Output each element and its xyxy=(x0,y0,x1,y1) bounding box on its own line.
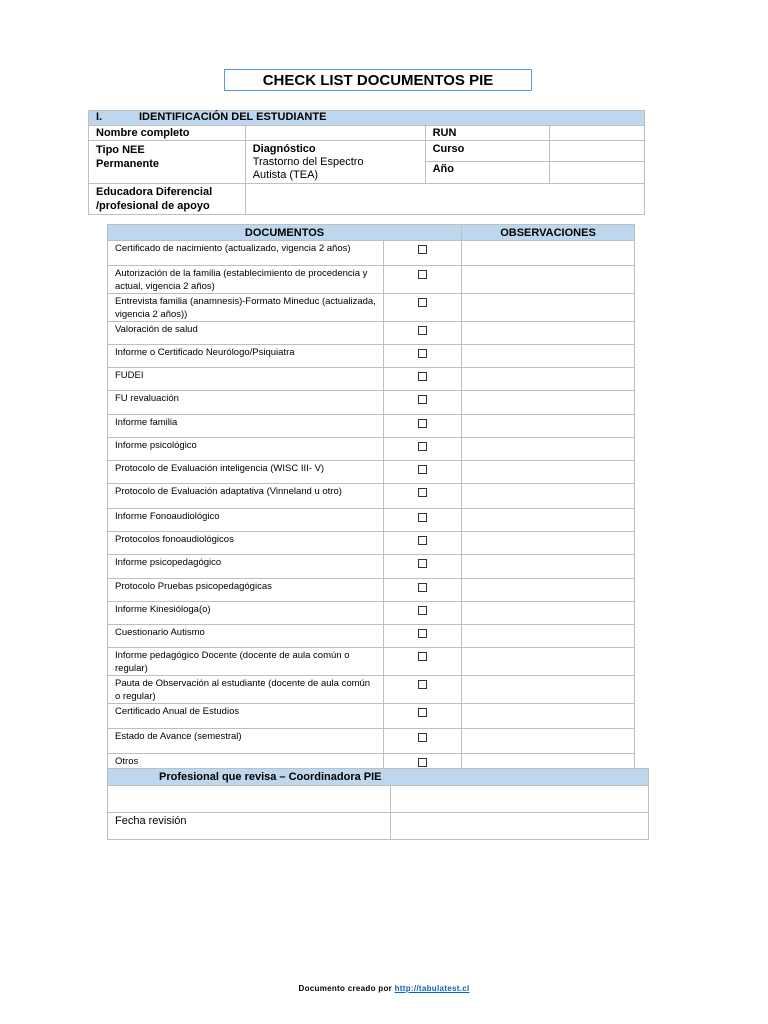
document-checkbox[interactable] xyxy=(418,298,427,307)
document-checkbox-cell xyxy=(384,625,462,648)
document-name: Informe pedagógico Docente (docente de aula común o regular) xyxy=(108,648,384,676)
document-checkbox-cell xyxy=(384,294,462,322)
document-checkbox-cell xyxy=(384,484,462,509)
diagnosis-label: Diagnóstico xyxy=(252,143,316,155)
nee-type-cell xyxy=(89,141,246,184)
document-checkbox-cell xyxy=(384,415,462,438)
document-checkbox[interactable] xyxy=(418,465,427,474)
document-row xyxy=(108,391,635,415)
document-row xyxy=(108,509,635,532)
document-checkbox-cell xyxy=(384,368,462,391)
educator-label-cell xyxy=(89,184,246,215)
observation-field[interactable] xyxy=(462,391,635,415)
year-field[interactable] xyxy=(550,161,645,183)
document-checkbox-cell xyxy=(384,602,462,625)
document-name: Certificado de nacimiento (actualizado, vigencia 2 años) xyxy=(108,241,384,266)
document-name: Pauta de Observación al estudiante (docente de aula común o regular) xyxy=(108,676,384,704)
document-row xyxy=(108,368,635,391)
review-header: Profesional que revisa – Coordinadora PIE xyxy=(108,769,649,786)
document-name: Valoración de salud xyxy=(108,322,384,345)
document-name: Protocolo de Evaluación inteligencia (WISC III- V) xyxy=(108,461,384,484)
document-row xyxy=(108,602,635,625)
document-checkbox-cell xyxy=(384,266,462,294)
document-row xyxy=(108,241,635,266)
observation-field[interactable] xyxy=(462,509,635,532)
observation-field[interactable] xyxy=(462,579,635,602)
identification-header xyxy=(89,111,645,126)
observation-field[interactable] xyxy=(462,648,635,676)
diagnosis-value: Trastorno del Espectro Autista (TEA) xyxy=(252,156,364,181)
document-checkbox-cell xyxy=(384,648,462,676)
section-title: IDENTIFICACIÓN DEL ESTUDIANTE xyxy=(139,111,327,123)
observation-field[interactable] xyxy=(462,532,635,555)
document-checkbox-cell xyxy=(384,704,462,729)
document-checkbox[interactable] xyxy=(418,270,427,279)
documents-table xyxy=(107,224,635,779)
document-row xyxy=(108,704,635,729)
document-row xyxy=(108,461,635,484)
full-name-field[interactable] xyxy=(245,126,425,141)
footer-link[interactable]: http://tabulatest.cl xyxy=(394,984,470,993)
documents-column-header: DOCUMENTOS xyxy=(108,225,462,241)
document-checkbox[interactable] xyxy=(418,606,427,615)
run-field[interactable] xyxy=(550,126,645,141)
document-checkbox[interactable] xyxy=(418,513,427,522)
document-name: Otros xyxy=(108,754,384,779)
document-row xyxy=(108,438,635,461)
section-number: I. xyxy=(96,111,103,123)
run-label: RUN xyxy=(425,126,550,141)
document-checkbox-cell xyxy=(384,555,462,579)
document-name: Informe o Certificado Neurólogo/Psiquiatra xyxy=(108,345,384,368)
document-name: Informe psicológico xyxy=(108,438,384,461)
document-checkbox-cell xyxy=(384,391,462,415)
document-row xyxy=(108,345,635,368)
observation-field[interactable] xyxy=(462,266,635,294)
document-checkbox-cell xyxy=(384,438,462,461)
document-checkbox-cell xyxy=(384,532,462,555)
observation-field[interactable] xyxy=(462,602,635,625)
document-checkbox[interactable] xyxy=(418,326,427,335)
reviewer-signature-field[interactable] xyxy=(391,786,649,813)
review-date-label: Fecha revisión xyxy=(108,813,391,840)
document-checkbox-cell xyxy=(384,579,462,602)
document-checkbox[interactable] xyxy=(418,583,427,592)
document-name: Informe psicopedagógico xyxy=(108,555,384,579)
observation-field[interactable] xyxy=(462,241,635,266)
document-checkbox[interactable] xyxy=(418,349,427,358)
document-checkbox-cell xyxy=(384,322,462,345)
document-checkbox[interactable] xyxy=(418,536,427,545)
document-checkbox-cell xyxy=(384,461,462,484)
observation-field[interactable] xyxy=(462,729,635,754)
document-checkbox[interactable] xyxy=(418,708,427,717)
year-label: Año xyxy=(425,161,550,183)
document-checkbox-cell xyxy=(384,676,462,704)
documents-header xyxy=(108,225,635,241)
observation-field[interactable] xyxy=(462,555,635,579)
document-checkbox[interactable] xyxy=(418,680,427,689)
review-header-row xyxy=(108,769,649,786)
document-name: Protocolo de Evaluación adaptativa (Vinneland u otro) xyxy=(108,484,384,509)
document-checkbox[interactable] xyxy=(418,652,427,661)
educator-label-line1: Educadora Diferencial xyxy=(96,186,213,198)
document-checkbox-cell xyxy=(384,509,462,532)
student-identification-table xyxy=(88,110,645,215)
review-date-field[interactable] xyxy=(391,813,649,840)
document-row xyxy=(108,625,635,648)
observation-field[interactable] xyxy=(462,676,635,704)
observation-field[interactable] xyxy=(462,294,635,322)
observations-column-header: OBSERVACIONES xyxy=(462,225,635,241)
document-row xyxy=(108,532,635,555)
educator-label-line2: /profesional de apoyo xyxy=(96,200,210,212)
full-name-label: Nombre completo xyxy=(89,126,246,141)
footer-prefix: Documento creado por xyxy=(298,984,395,993)
observation-field[interactable] xyxy=(462,625,635,648)
document-checkbox[interactable] xyxy=(418,395,427,404)
document-name: FU revaluación xyxy=(108,391,384,415)
document-row xyxy=(108,729,635,754)
document-checkbox[interactable] xyxy=(418,245,427,254)
document-checkbox[interactable] xyxy=(418,559,427,568)
documents-rows xyxy=(108,241,635,779)
observation-field[interactable] xyxy=(462,415,635,438)
document-name: Informe familia xyxy=(108,415,384,438)
document-checkbox[interactable] xyxy=(418,758,427,767)
educator-field[interactable] xyxy=(245,184,644,215)
document-checkbox[interactable] xyxy=(418,419,427,428)
document-name: Certificado Anual de Estudios xyxy=(108,704,384,729)
document-checkbox-cell xyxy=(384,345,462,368)
document-title: CHECK LIST DOCUMENTOS PIE xyxy=(224,69,532,91)
footer xyxy=(0,984,768,993)
document-checkbox-cell xyxy=(384,241,462,266)
document-name: Estado de Avance (semestral) xyxy=(108,729,384,754)
document-checkbox[interactable] xyxy=(418,488,427,497)
review-table xyxy=(107,768,649,840)
nee-type-value: Permanente xyxy=(96,158,159,170)
document-row xyxy=(108,484,635,509)
observation-field[interactable] xyxy=(462,484,635,509)
document-name: Autorización de la familia (establecimiento de procedencia y actual, vigencia 2 años) xyxy=(108,266,384,294)
document-row xyxy=(108,555,635,579)
document-checkbox[interactable] xyxy=(418,372,427,381)
document-row xyxy=(108,415,635,438)
observation-field[interactable] xyxy=(462,368,635,391)
course-field[interactable] xyxy=(550,141,645,162)
observation-field[interactable] xyxy=(462,704,635,729)
document-row xyxy=(108,322,635,345)
observation-field[interactable] xyxy=(462,461,635,484)
course-label: Curso xyxy=(425,141,550,162)
document-name: Protocolos fonoaudiológicos xyxy=(108,532,384,555)
document-checkbox-cell xyxy=(384,729,462,754)
document-name: Cuestionario Autismo xyxy=(108,625,384,648)
document-row xyxy=(108,294,635,322)
document-name: Informe Fonoaudiológico xyxy=(108,509,384,532)
observation-field[interactable] xyxy=(462,322,635,345)
diagnosis-cell xyxy=(245,141,425,184)
document-name: Protocolo Pruebas psicopedagógicas xyxy=(108,579,384,602)
reviewer-name-field[interactable] xyxy=(108,786,391,813)
document-checkbox[interactable] xyxy=(418,442,427,451)
document-row xyxy=(108,648,635,676)
document-checkbox[interactable] xyxy=(418,629,427,638)
observation-field[interactable] xyxy=(462,438,635,461)
observation-field[interactable] xyxy=(462,345,635,368)
document-row xyxy=(108,676,635,704)
document-name: Informe Kinesióloga(o) xyxy=(108,602,384,625)
nee-type-label: Tipo NEE xyxy=(96,144,145,156)
document-checkbox[interactable] xyxy=(418,733,427,742)
document-row xyxy=(108,266,635,294)
document-name: Entrevista familia (anamnesis)-Formato Mineduc (actualizada, vigencia 2 años)) xyxy=(108,294,384,322)
document-name: FUDEI xyxy=(108,368,384,391)
document-row xyxy=(108,579,635,602)
